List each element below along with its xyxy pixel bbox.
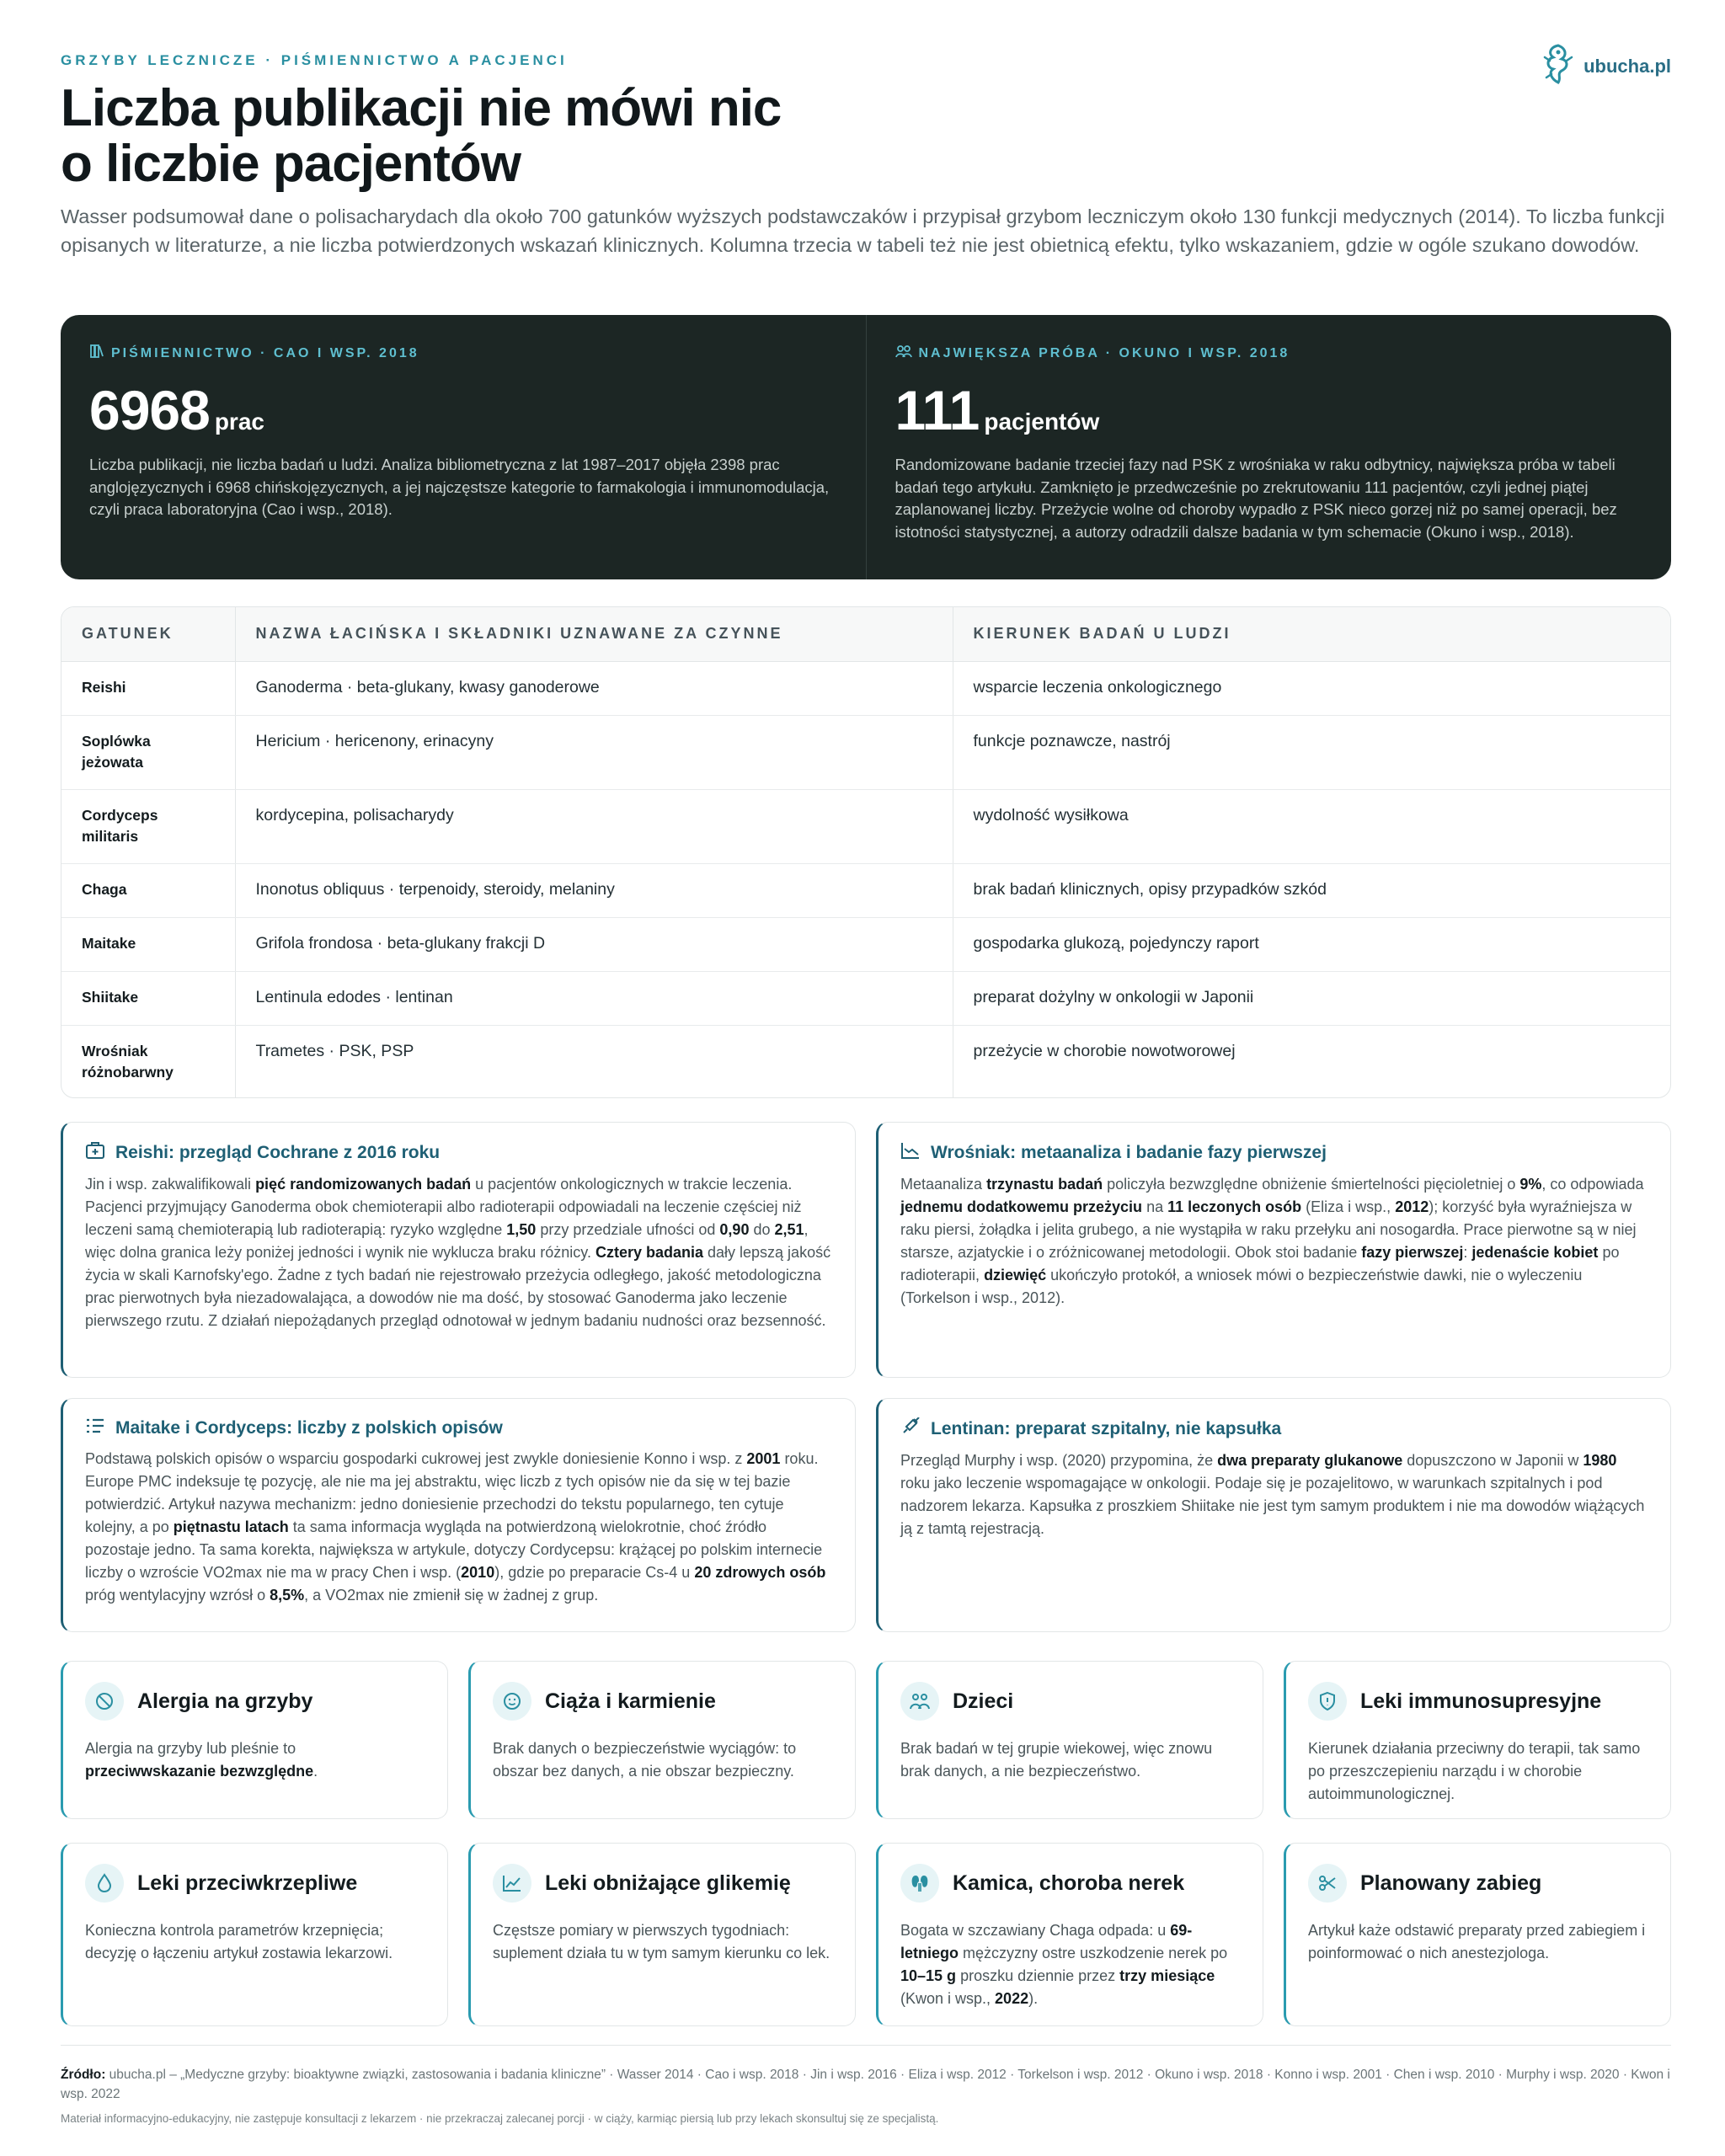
baby-face-icon <box>493 1682 531 1721</box>
children-icon <box>900 1682 939 1721</box>
card-body: Jin i wsp. zakwalifikowali pięć randomizowanych badań u pacjentów onkologicznych w trakcie leczenia. Pacjenci przyjmujący Ganoderma obok chemioterapii albo radioterapii odpowiadali na leczenie częściej niż leczeni samą chemioterapią lub radioterapią: ryzyko względne 1,50 przy przedziale ufności od 0,90 do 2,51, więc dolna granica leży poniżej jedności i wynik nie wyklucza braku różnicy. Cztery badania dały lepszą jakość życia w skali Karnofsky'ego. Żadne z tych badań nie rejestrowało przeżycia odległego, jakość metodologiczna prac pierwotnych była niezadowalająca, a dowodów nie ma dość, by stosować Ganoderma jako leczenie pierwszego rzutu. Z działań niepożądanych przegląd odnotował w jednym badaniu nudności oraz bezsenność. <box>85 1176 831 1329</box>
stat-kicker-text: PIŚMIENNICTWO · CAO I WSP. 2018 <box>111 345 419 360</box>
lead-paragraph: Wasser podsumował dane o polisacharydach dla około 700 gatunków wyższych podstawczaków i przypisał grzybom leczniczym około 130 funkcji medycznych (2014). To liczba funkcji opisanych w literaturze, a nie liczba potwierdzonych wskazań klinicznych. Kolumna trzecia w tabeli też nie jest obietnicą efektu, tylko wskazaniem, gdzie w ogóle szukano dowodów. <box>61 205 1665 256</box>
stat-description: Liczba publikacji, nie liczba badań u ludzi. Analiza bibliometryczna z lat 1987–2017 objęła 2398 prac anglojęzycznych i 6968 chińskojęzycznych, a jej najczęstsze kategorie to farmakologia i immunomodulacja, czyli praca laboratoryjna (Cao i wsp., 2018). <box>89 456 830 518</box>
table-row <box>61 661 1670 715</box>
cell-research: wsparcie leczenia onkologicznego <box>953 661 1670 715</box>
tile-title: Leki immunosupresyjne <box>1360 1689 1602 1713</box>
card-maitake <box>61 1398 856 1632</box>
tile-children <box>876 1661 1263 1819</box>
stat-number: 111 <box>895 379 980 441</box>
group-icon <box>895 344 912 363</box>
tile-anticoagulants <box>61 1843 448 2026</box>
cell-species: Soplówka jeżowata <box>61 715 235 789</box>
table-row <box>61 715 1670 789</box>
tile-body: Bogata w szczawiany Chaga odpada: u 69-letniego mężczyzny ostre uszkodzenie nerek po 10–15 g proszku dziennie przez trzy miesiące (Kwon i wsp., 2022). <box>900 1922 1228 2007</box>
title-line-1: Liczba publikacji nie mówi nic <box>61 79 782 137</box>
page-title <box>61 81 781 192</box>
tile-glycemia <box>468 1843 856 2026</box>
column-header-species: GATUNEK <box>61 607 235 661</box>
drop-icon <box>85 1864 124 1903</box>
species-table <box>61 606 1671 1098</box>
cell-species: Maitake <box>61 917 235 971</box>
table-row <box>61 1025 1670 1097</box>
column-header-research: KIERUNEK BADAŃ U LUDZI <box>953 607 1670 661</box>
tile-body: Kierunek działania przeciwny do terapii, tak samo po przeszczepieniu narządu i w chorobie autoimmunologicznej. <box>1308 1740 1641 1802</box>
tile-title: Ciąża i karmienie <box>545 1689 716 1713</box>
tile-body: Artykuł każe odstawić preparaty przed zabiegiem i poinformować o nich anestezjologa. <box>1308 1922 1646 1961</box>
cell-latin: Lentinula edodes · lentinan <box>235 971 953 1025</box>
cell-latin: Ganoderma · beta-glukany, kwasy ganoderowe <box>235 661 953 715</box>
tile-title: Dzieci <box>953 1689 1014 1713</box>
tile-immunosuppressants <box>1284 1661 1671 1819</box>
tile-title: Alergia na grzyby <box>137 1689 313 1713</box>
stat-publications <box>61 315 866 579</box>
tile-allergy <box>61 1661 448 1819</box>
shield-icon <box>1308 1682 1347 1721</box>
cell-research: funkcje poznawcze, nastrój <box>953 715 1670 789</box>
cell-research: preparat dożylny w onkologii w Japonii <box>953 971 1670 1025</box>
cell-research: wydolność wysiłkowa <box>953 789 1670 863</box>
stat-number: 6968 <box>89 379 210 441</box>
footer-divider <box>61 2045 1671 2046</box>
ban-icon <box>85 1682 124 1721</box>
tile-surgery <box>1284 1843 1671 2026</box>
syringe-icon <box>900 1417 921 1441</box>
card-title: Reishi: przegląd Cochrane z 2016 roku <box>115 1143 441 1162</box>
stat-description: Randomizowane badanie trzeciej fazy nad PSK z wrośniaka w raku odbytnicy, największa próba w tabeli badań tego artykułu. Zamknięto je przedwcześnie po zrekrutowaniu 111 pacjentów, czyli jednej piątej zaplanowanej liczby. Przeżycie wolne od choroby wypadło z PSK nieco gorzej niż po samej operacji, bez istotności statystycznej, a autorzy odradzili dalsze badania w tym schemacie (Okuno i wsp., 2018). <box>895 456 1617 541</box>
card-wrosniak <box>876 1122 1671 1378</box>
source-note: Źródło: ubucha.pl – „Medyczne grzyby: bioaktywne związki, zastosowania i badania kliniczne” · Wasser 2014 · Cao i wsp. 2018 · Jin i wsp. 2016 · Eliza i wsp. 2012 · Torkelson i wsp. 2012 · Okuno i wsp. 2018 · Konno i wsp. 2001 · Chen i wsp. 2010 · Murphy i wsp. 2020 · Kwon i wsp. 2022 <box>61 2068 1670 2101</box>
dragon-logo-icon <box>1543 42 1573 90</box>
cell-latin: kordycepina, polisacharydy <box>235 789 953 863</box>
table-row <box>61 971 1670 1025</box>
cell-research: brak badań klinicznych, opisy przypadków szkód <box>953 863 1670 917</box>
tile-title: Leki obniżające glikemię <box>545 1870 791 1895</box>
cell-latin: Trametes · PSK, PSP <box>235 1025 953 1097</box>
disclaimer: Materiał informacyjno-edukacyjny, nie zastępuje konsultacji z lekarzem · nie przekraczaj zalecanej porcji · w ciąży, karmiąc piersią lub przy lekach skonsultuj się ze specjalistą. <box>61 2112 939 2125</box>
trend-icon <box>493 1864 531 1903</box>
medical-kit-icon <box>85 1141 105 1165</box>
section-kicker: GRZYBY LECZNICZE · PIŚMIENNICTWO A PACJENCI <box>61 52 568 68</box>
brand[interactable] <box>1543 42 1671 90</box>
tile-body: Brak danych o bezpieczeństwie wyciągów: to obszar bez danych, a nie obszar bezpieczny. <box>493 1740 797 1780</box>
card-title: Wrośniak: metaanaliza i badanie fazy pierwszej <box>931 1143 1327 1162</box>
table-row <box>61 789 1670 863</box>
stat-largest-sample <box>866 315 1672 579</box>
list-numbers-icon <box>85 1417 105 1439</box>
card-lentinan <box>876 1398 1671 1632</box>
tile-body: Alergia na grzyby lub pleśnie to przeciwwskazanie bezwzględne. <box>85 1740 318 1780</box>
column-header-latin: NAZWA ŁACIŃSKA I SKŁADNIKI UZNAWANE ZA CZYNNE <box>235 607 953 661</box>
tile-title: Kamica, choroba nerek <box>953 1870 1185 1895</box>
cell-research: przeżycie w chorobie nowotworowej <box>953 1025 1670 1097</box>
table-row <box>61 863 1670 917</box>
kidney-icon <box>900 1864 939 1903</box>
stat-kicker-text: NAJWIĘKSZA PRÓBA · OKUNO I WSP. 2018 <box>918 345 1290 360</box>
table-row <box>61 917 1670 971</box>
books-icon <box>89 344 104 363</box>
tile-body: Brak badań w tej grupie wiekowej, więc znowu brak danych, a nie bezpieczeństwo. <box>900 1740 1213 1780</box>
cell-latin: Grifola frondosa · beta-glukany frakcji D <box>235 917 953 971</box>
tile-pregnancy <box>468 1661 856 1819</box>
cell-species: Cordyceps militaris <box>61 789 235 863</box>
card-title: Lentinan: preparat szpitalny, nie kapsułka <box>931 1419 1282 1438</box>
card-body: Podstawą polskich opisów o wsparciu gospodarki cukrowej jest zwykle doniesienie Konno i wsp. z 2001 roku. Europe PMC indeksuje tę pozycję, ale nie ma jej abstraktu, więc liczb z tych opisów nie da się w tej bazie potwierdzić. Artykuł nazywa mechanizm: jedno doniesienie przechodzi do tekstu popularnego, ten cytuje kolejny, a po piętnastu latach ta sama informacja wygląda na potwierdzoną wielokrotnie, choć źródło pozostaje jedno. Ta sama korekta, największa w artykule, dotyczy Cordycepsu: krążącej po polskim internecie liczby o wzroście VO2max nie ma w pracy Chen i wsp. (2010), gdzie po preparacie Cs-4 u 20 zdrowych osób próg wentylacyjny wzrósł o 8,5%, a VO2max nie zmienił się w żadnej z grup. <box>85 1450 826 1604</box>
cell-research: gospodarka glukozą, pojedynczy raport <box>953 917 1670 971</box>
cell-species: Shiitake <box>61 971 235 1025</box>
stat-unit: prac <box>214 408 264 435</box>
card-body: Przegląd Murphy i wsp. (2020) przypomina, że dwa preparaty glukanowe dopuszczono w Japonii w 1980 roku jako leczenie wspomagające w onkologii. Podaje się je pozajelitowo, w warunkach szpitalnych i pod nadzorem lekarza. Kapsułka z proszkiem Shiitake nie jest tym samym produktem i nie ma dowodów wiążących ją z tamtą rejestracją. <box>900 1452 1645 1537</box>
tile-body: Częstsze pomiary w pierwszych tygodniach: suplement działa tu w tym samym kierunku co lek. <box>493 1922 830 1961</box>
card-title: Maitake i Cordyceps: liczby z polskich opisów <box>115 1418 503 1438</box>
stat-unit: pacjentów <box>984 408 1100 435</box>
cell-species: Reishi <box>61 661 235 715</box>
stats-panel <box>61 315 1671 579</box>
tile-title: Planowany zabieg <box>1360 1870 1542 1895</box>
card-reishi <box>61 1122 856 1378</box>
tile-body: Konieczna kontrola parametrów krzepnięcia; decyzję o łączeniu artykuł zostawia lekarzowi. <box>85 1922 393 1961</box>
cell-species: Wrośniak różnobarwny <box>82 1042 174 1081</box>
title-line-2: o liczbie pacjentów <box>61 135 521 193</box>
card-body: Metaanaliza trzynastu badań policzyła bezwzględne obniżenie śmiertelności pięcioletniej o 9%, co odpowiada jednemu dodatkowemu przeżyciu na 11 leczonych osób (Eliza i wsp., 2012); korzyść była wyraźniejsza w raku piersi, żołądka i jelita grubego, a nie wystąpiła w raku przełyku ani nosogardła. Prace pierwotne są w niej starsze, azjatyckie i o zróżnicowanej metodologii. Obok stoi badanie fazy pierwszej: jedenaście kobiet po radioterapii, dziewięć ukończyło protokół, a wniosek mówi o bezpieczeństwie dawki, nie o wyleczeniu (Torkelson i wsp., 2012). <box>900 1176 1644 1306</box>
brand-name: ubucha.pl <box>1583 55 1671 77</box>
cell-species: Chaga <box>61 863 235 917</box>
tile-kidney <box>876 1843 1263 2026</box>
cell-latin: Hericium · hericenony, erinacyny <box>235 715 953 789</box>
tile-title: Leki przeciwkrzepliwe <box>137 1870 358 1895</box>
table-header-row <box>61 607 1670 661</box>
chart-line-icon <box>900 1141 921 1165</box>
scissors-icon <box>1308 1864 1347 1903</box>
cell-latin: Inonotus obliquus · terpenoidy, steroidy, melaniny <box>235 863 953 917</box>
